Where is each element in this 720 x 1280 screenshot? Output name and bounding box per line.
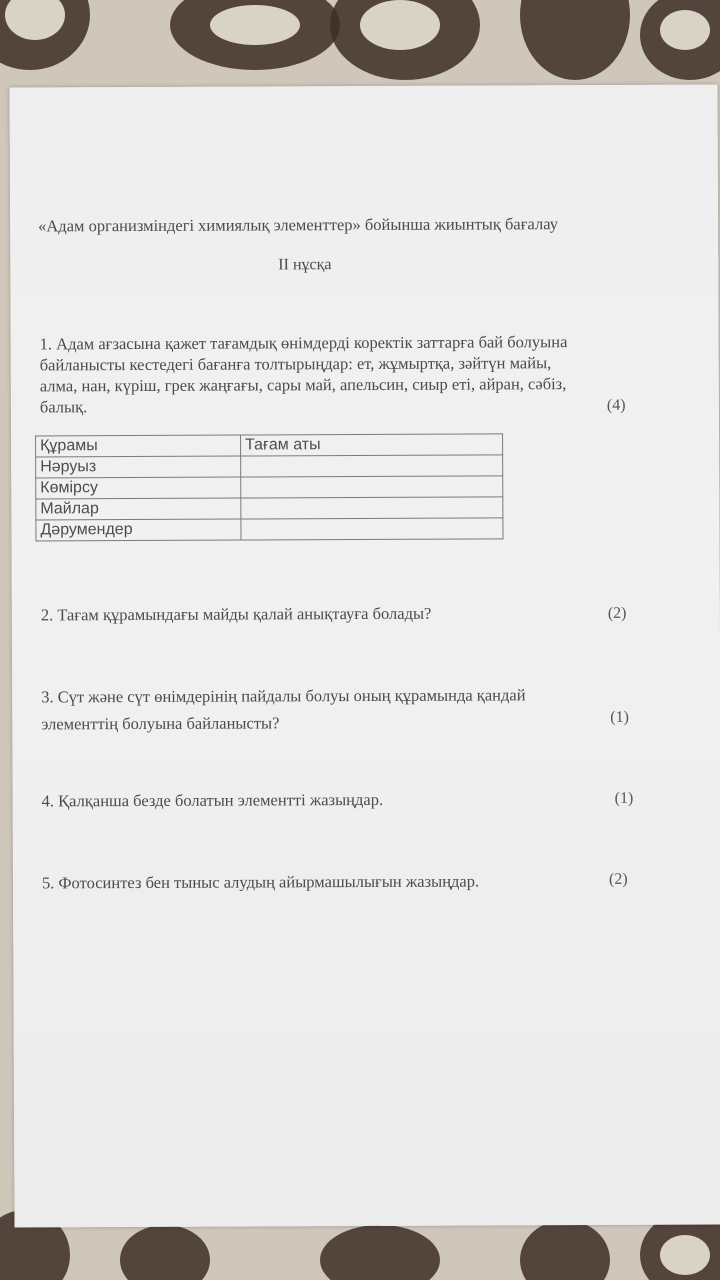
question-2: 2. Тағам құрамындағы майды қалай анықтауға болады? <box>40 603 432 625</box>
question-3-line: 3. Сүт және сүт өнімдерінің пайдалы болуы оның құрамында қандай <box>41 685 526 707</box>
answer-cell[interactable] <box>241 476 503 498</box>
answer-cell[interactable] <box>241 497 503 519</box>
document-title: «Адам организміндегі химиялық элементтер» бойынша жиынтық бағалау <box>38 214 558 236</box>
column-header-food-name: Тағам аты <box>241 434 503 456</box>
row-label-vitamins: Дәрумендер <box>36 519 241 541</box>
question-5: 5. Фотосинтез бен тыныс алудың айырмашылығын жазыңдар. <box>41 871 480 893</box>
question-1-line: алма, нан, күріш, грек жаңғағы, сары май, апельсин, сиыр еті, айран, сәбіз, <box>39 374 567 396</box>
question-1-score: (4) <box>606 396 626 414</box>
row-label-carbohydrate: Көмірсу <box>36 477 241 499</box>
column-header-composition: Құрамы <box>36 435 241 457</box>
question-1-line: балық. <box>39 397 88 417</box>
row-label-fats: Майлар <box>36 498 241 520</box>
question-1 <box>40 331 568 417</box>
question-5-score: (2) <box>608 870 628 888</box>
table-row <box>36 476 503 499</box>
table-header-row <box>36 434 503 457</box>
nutrients-table <box>35 433 503 541</box>
row-label-protein: Нәруыз <box>36 456 241 478</box>
worksheet-page <box>10 84 720 1227</box>
answer-cell[interactable] <box>241 518 503 540</box>
question-3 <box>41 679 526 735</box>
variant-label: II нұсқа <box>278 256 332 274</box>
question-3-score: (1) <box>610 708 629 726</box>
question-1-line: 1. Адам ағзасына қажет тағамдық өнімдерді коректік заттарға бай болуына <box>39 332 568 354</box>
table-row <box>36 518 503 541</box>
question-3-line: элементтің болуына байланысты? <box>41 713 280 734</box>
question-4: 4. Қалқанша безде болатын элементті жазыңдар. <box>41 789 384 811</box>
table-row <box>36 497 503 520</box>
table-row <box>36 455 503 478</box>
question-1-line: байланысты кестедегі бағанға толтырыңдар: ет, жұмыртқа, зәйтүн майы, <box>39 353 552 375</box>
answer-cell[interactable] <box>241 455 503 477</box>
question-2-score: (2) <box>607 604 627 622</box>
question-4-score: (1) <box>614 789 634 807</box>
